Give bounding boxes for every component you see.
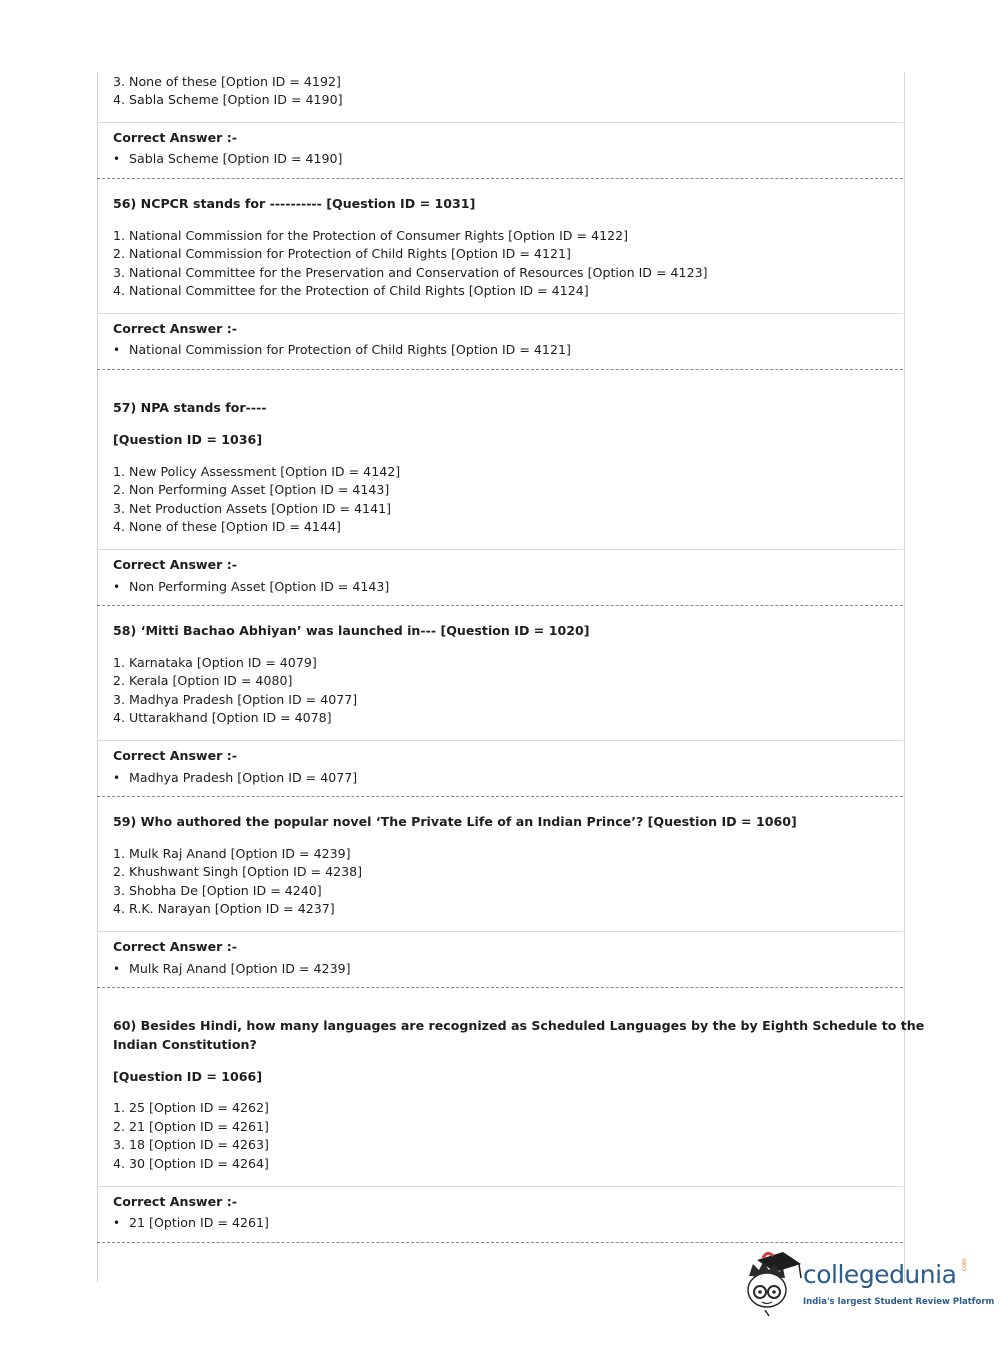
option-2: 2. 21 [Option ID = 4261] [113, 1119, 269, 1134]
question-separator [97, 369, 903, 370]
divider [97, 740, 903, 741]
correct-answer: Non Performing Asset [Option ID = 4143] [129, 579, 390, 594]
question-text: 57) NPA stands for---- [113, 400, 267, 415]
question-text: 58) ‘Mitti Bachao Abhiyan’ was launched in--- [Question ID = 1020] [113, 623, 590, 638]
correct-answer-label: Correct Answer :- [113, 557, 237, 572]
correct-answer: Madhya Pradesh [Option ID = 4077] [129, 770, 358, 785]
logo-tagline: India's largest Student Review Platform [803, 1297, 995, 1307]
correct-answer-label: Correct Answer :- [113, 1194, 237, 1209]
divider [97, 122, 903, 123]
question-text: 56) NCPCR stands for ---------- [Question ID = 1031] [113, 196, 476, 211]
question-text-line-2: Indian Constitution? [113, 1037, 257, 1052]
bullet: • [113, 152, 121, 166]
question-separator [97, 796, 903, 797]
correct-answer-label: Correct Answer :- [113, 939, 237, 954]
mascot-icon [743, 1250, 803, 1320]
option-3: 3. 18 [Option ID = 4263] [113, 1137, 269, 1152]
option-3: 3. National Committee for the Preservation and Conservation of Resources [Option ID = 4123] [113, 265, 708, 280]
question-text-line-1: 60) Besides Hindi, how many languages are recognized as Scheduled Languages by the by Eighth Schedule to the [113, 1018, 925, 1033]
question-id: [Question ID = 1036] [113, 432, 263, 447]
option-4: 4. 30 [Option ID = 4264] [113, 1156, 269, 1171]
option-1: 1. National Commission for the Protection of Consumer Rights [Option ID = 4122] [113, 228, 629, 243]
question-separator [97, 178, 903, 179]
correct-answer-label: Correct Answer :- [113, 748, 237, 763]
bullet: • [113, 962, 121, 976]
option-4: 4. Uttarakhand [Option ID = 4078] [113, 710, 332, 725]
question-separator [97, 987, 903, 988]
option-3: 3. None of these [Option ID = 4192] [113, 74, 341, 89]
option-3: 3. Shobha De [Option ID = 4240] [113, 883, 322, 898]
option-4: 4. R.K. Narayan [Option ID = 4237] [113, 901, 335, 916]
correct-answer-label: Correct Answer :- [113, 321, 237, 336]
collegedunia-logo[interactable] [743, 1250, 995, 1320]
option-1: 1. New Policy Assessment [Option ID = 4142] [113, 464, 401, 479]
logo-suffix: .com [961, 1258, 968, 1273]
option-2: 2. Non Performing Asset [Option ID = 4143] [113, 482, 390, 497]
bullet: • [113, 343, 121, 357]
option-2: 2. Khushwant Singh [Option ID = 4238] [113, 864, 363, 879]
option-4: 4. National Committee for the Protection of Child Rights [Option ID = 4124] [113, 283, 589, 298]
option-2: 2. Kerala [Option ID = 4080] [113, 673, 293, 688]
bullet: • [113, 1216, 121, 1230]
question-id: [Question ID = 1066] [113, 1069, 263, 1084]
option-4: 4. Sabla Scheme [Option ID = 4190] [113, 92, 343, 107]
question-separator [97, 1242, 903, 1243]
correct-answer: 21 [Option ID = 4261] [129, 1215, 269, 1230]
option-2: 2. National Commission for Protection of Child Rights [Option ID = 4121] [113, 246, 571, 261]
option-4: 4. None of these [Option ID = 4144] [113, 519, 341, 534]
correct-answer: Mulk Raj Anand [Option ID = 4239] [129, 961, 351, 976]
option-1: 1. Mulk Raj Anand [Option ID = 4239] [113, 846, 351, 861]
divider [97, 1186, 903, 1187]
question-text: 59) Who authored the popular novel ‘The Private Life of an Indian Prince’? [Question ID = 1060] [113, 814, 797, 829]
divider [97, 313, 903, 314]
bullet: • [113, 580, 121, 594]
question-separator [97, 605, 903, 606]
option-1: 1. Karnataka [Option ID = 4079] [113, 655, 317, 670]
correct-answer: National Commission for Protection of Child Rights [Option ID = 4121] [129, 342, 571, 357]
option-1: 1. 25 [Option ID = 4262] [113, 1100, 269, 1115]
option-3: 3. Net Production Assets [Option ID = 4141] [113, 501, 392, 516]
correct-answer: Sabla Scheme [Option ID = 4190] [129, 151, 343, 166]
logo-text: collegedunia [803, 1260, 957, 1289]
bullet: • [113, 771, 121, 785]
divider [97, 931, 903, 932]
divider [97, 549, 903, 550]
option-3: 3. Madhya Pradesh [Option ID = 4077] [113, 692, 358, 707]
correct-answer-label: Correct Answer :- [113, 130, 237, 145]
